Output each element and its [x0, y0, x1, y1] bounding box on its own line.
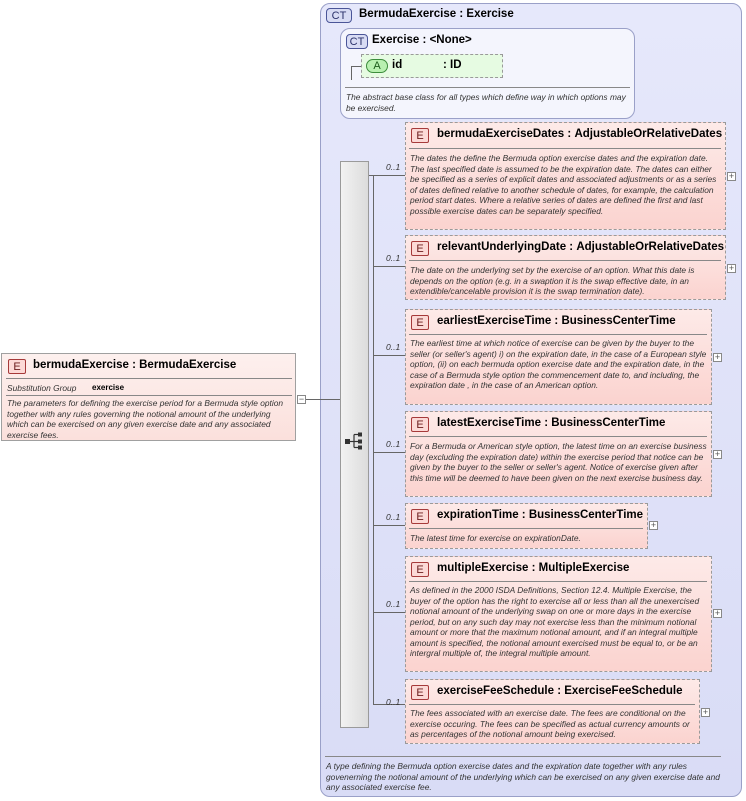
child-occurrence: 0..1: [386, 599, 401, 609]
child-separator-line: [409, 260, 721, 261]
child-title: [437, 417, 665, 429]
child-description: As defined in the 2000 ISDA Definitions, Section 12.4. Multiple Exercise, the buyer of the option has the right to exercise all or less than all the unexercised notional amount of the underlying swap on one or more days in the exercise period, but on any such day may not exercise less than the minimum notional amount or more that the maximum notional amount, and if an integral multiple amount is specified, the notional amount exercised must be equal to, or be an intergral multiple of, the integral multiple amount.: [410, 585, 700, 658]
child-type: BusinessCenterTime: [561, 315, 676, 327]
child-description: For a Bermuda or American style option, the latest time on an exercise business day (excluding the expiration date) within the exercise period that notice can be given by the buyer to the seller or seller's agent. Notice of exercise given after this time will be deemed to have been given on the next exercise business day.: [410, 441, 707, 483]
child-badge: E: [411, 417, 429, 432]
attribute-connector-h: [351, 66, 361, 67]
child-separator: :: [554, 685, 565, 697]
child-title: [437, 315, 676, 327]
child-name: multipleExercise: [437, 562, 529, 574]
child-description: The latest time for exercise on expirationDate.: [410, 533, 581, 543]
type-to-sequence-connector: [320, 399, 340, 400]
child-description: The fees associated with an exercise date. The fees are conditional on the exercise occuring. The fees can be specified as actual currency amounts or as percentages of the notional amount being exercised.: [410, 708, 690, 739]
child-separator: :: [528, 562, 539, 574]
child-name: latestExerciseTime: [437, 417, 541, 429]
base-type-type: <None>: [429, 34, 472, 46]
child-badge: E: [411, 685, 429, 700]
attribute-connector-v: [351, 66, 352, 80]
substitution-group-label: Substitution Group: [7, 383, 77, 393]
main-type-base: Exercise: [466, 8, 514, 20]
child-type: MultipleExercise: [538, 562, 630, 574]
child-type: AdjustableOrRelativeDates: [576, 241, 724, 253]
base-type-badge: CT: [346, 34, 368, 49]
child-badge: E: [411, 128, 429, 143]
root-element-description: The parameters for defining the exercise period for a Bermuda style option together with any rules governing the notional amount of the underlying which can be exercised on any given exercise date and any associated exercise fees.: [7, 398, 284, 440]
main-type-name: BermudaExercise: [359, 8, 457, 20]
child-occurrence: 0..1: [386, 162, 401, 172]
child-badge: E: [411, 315, 429, 330]
child-separator-line: [409, 334, 707, 335]
attribute-type: : ID: [443, 59, 462, 71]
child-connector: [373, 355, 405, 356]
child-connector: [369, 175, 405, 176]
child-connector: [373, 452, 405, 453]
child-connector: [373, 612, 405, 613]
child-occurrence: 0..1: [386, 439, 401, 449]
child-occurrence: 0..1: [386, 253, 401, 263]
child-separator: :: [564, 128, 575, 140]
root-element-name: bermudaExercise: [33, 359, 129, 371]
child-badge: E: [411, 562, 429, 577]
sequence-icon: [344, 432, 366, 450]
child-description: The dates the define the Bermuda option exercise dates and the expiration date. The last specified date is assumed to be the expiration date. The dates can either be specified as a series of explicit dates and associated adjustments or as a series of dates defined relative to another schedule of dates, for example, the calculation period start dates. Where a relative series of dates are defined the first and last possible exercise dates can be separately specified.: [410, 153, 717, 216]
substitution-group-value: exercise: [92, 383, 125, 392]
child-name: earliestExerciseTime: [437, 315, 552, 327]
main-type-separator-line: [325, 756, 721, 757]
child-separator-line: [409, 581, 707, 582]
child-type: BusinessCenterTime: [528, 509, 644, 521]
child-badge: E: [411, 241, 429, 256]
attribute-name: id: [392, 59, 403, 71]
base-type-description: The abstract base class for all types which define way in which options may be exercised.: [346, 92, 626, 113]
child-occurrence: 0..1: [386, 512, 401, 522]
main-type-separator: :: [456, 8, 467, 20]
child-name: exerciseFeeSchedule: [437, 685, 554, 697]
child-description: The earliest time at which notice of exercise can be given by the buyer to the seller (or seller's agent) i) on the expiration date, in the case of a European style option, (ii) on each bermuda option exercise date and the expiration date, in the case of a Bermuda style option the commencement date to, and including, the expiration date , in the case of an American option.: [410, 338, 707, 390]
child-connector: [373, 266, 405, 267]
child-badge: E: [411, 509, 429, 524]
child-title: [437, 562, 629, 574]
child-separator: :: [518, 509, 529, 521]
main-type-badge: CT: [326, 8, 352, 23]
base-type-name: Exercise: [372, 34, 420, 46]
root-element-type: BermudaExercise: [139, 359, 237, 371]
child-title: [437, 128, 722, 140]
child-type: BusinessCenterTime: [551, 417, 666, 429]
child-separator: :: [566, 241, 577, 253]
child-occurrence: 0..1: [386, 342, 401, 352]
child-expand-button[interactable]: +: [650, 520, 657, 530]
root-element-title: [33, 359, 236, 371]
child-separator-line: [409, 148, 721, 149]
child-separator: :: [551, 315, 562, 327]
root-to-sequence-connector: [306, 399, 320, 400]
base-type-separator: :: [419, 34, 430, 46]
child-name: expirationTime: [437, 509, 519, 521]
child-title: [437, 509, 643, 521]
child-type: ExerciseFeeSchedule: [564, 685, 683, 697]
children-trunk: [373, 175, 374, 704]
root-element-separator-line: [6, 378, 292, 379]
child-separator-line: [409, 436, 707, 437]
child-title: [437, 685, 683, 697]
child-separator: :: [541, 417, 552, 429]
child-expand-button[interactable]: +: [714, 608, 721, 618]
root-element-separator-line-2: [6, 395, 292, 396]
child-name: relevantUnderlyingDate: [437, 241, 567, 253]
child-expand-button[interactable]: +: [728, 263, 735, 273]
child-type: AdjustableOrRelativeDates: [574, 128, 723, 140]
root-element-separator: :: [128, 359, 140, 371]
child-expand-button[interactable]: +: [714, 449, 721, 459]
child-expand-button[interactable]: +: [728, 171, 735, 181]
main-type-title: [359, 8, 514, 20]
child-expand-button[interactable]: +: [702, 707, 709, 717]
base-type-title: [372, 34, 472, 46]
root-element-badge: E: [8, 359, 26, 374]
child-name: bermudaExerciseDates: [437, 128, 565, 140]
child-separator-line: [409, 704, 695, 705]
child-occurrence: 0..1: [386, 697, 401, 707]
root-collapse-button[interactable]: −: [298, 394, 305, 404]
base-type-separator-line: [345, 87, 630, 88]
child-separator-line: [409, 528, 643, 529]
child-description: The date on the underlying set by the exercise of an option. What this date is depends on the option (e.g. in a swaption it is the swap effective date, in an extendible/cancelable provision it is the swap termination date).: [410, 265, 695, 296]
child-title: [437, 241, 724, 253]
child-expand-button[interactable]: +: [714, 352, 721, 362]
child-connector: [373, 525, 405, 526]
main-type-description: A type defining the Bermuda option exercise dates and the expiration date together with any rules govenerning the notional amount of the underlying which can be exercised on any given exercise date and any associated exercise fee.: [326, 761, 720, 792]
attribute-badge: A: [366, 59, 388, 73]
